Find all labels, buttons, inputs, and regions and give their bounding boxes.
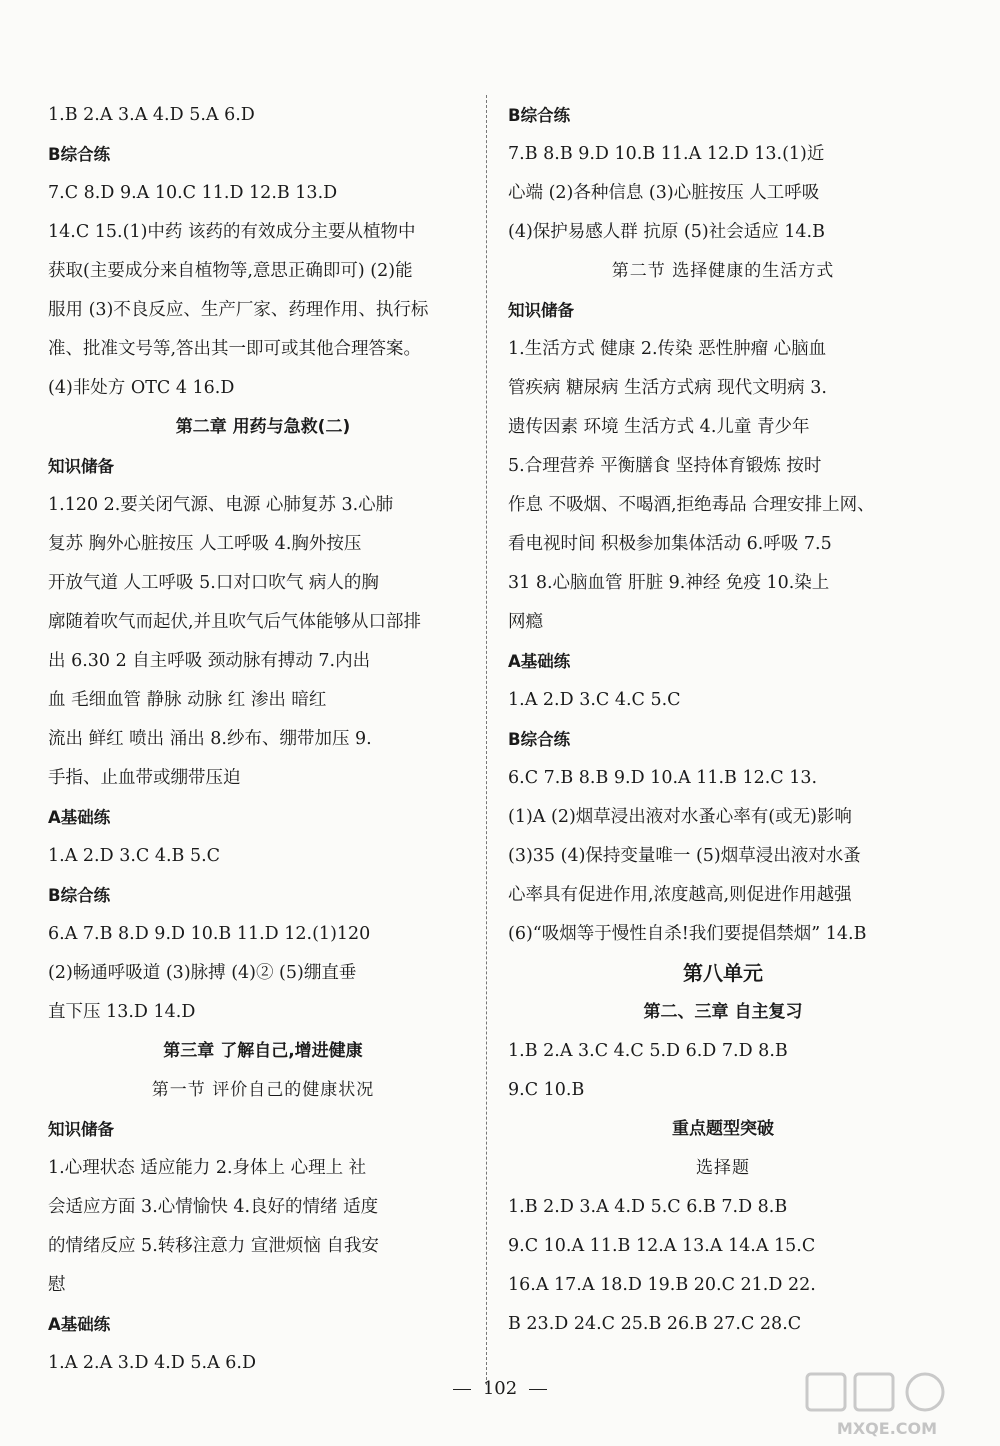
answer-line: 出 6.30 2 自主呼吸 颈动脉有搏动 7.内出 <box>48 651 371 671</box>
answer-line: (3)35 (4)保持变量唯一 (5)烟草浸出液对水蚤 <box>508 846 861 866</box>
section-label: A基础练 <box>508 652 571 671</box>
section-label: B综合练 <box>508 106 571 125</box>
answer-line: 6.A 7.B 8.D 9.D 10.B 11.D 12.(1)120 <box>48 924 371 944</box>
dash-right <box>529 1389 547 1390</box>
answer-line: 开放气道 人工呼吸 5.口对口吹气 病人的胸 <box>48 573 379 593</box>
answer-line: 服用 (3)不良反应、生产厂家、药理作用、执行标 <box>48 300 429 320</box>
answer-line: 作息 不吸烟、不喝酒,拒绝毒品 合理安排上网、 <box>508 495 875 515</box>
column-divider <box>486 95 487 1385</box>
answer-line: 会适应方面 3.心情愉快 4.良好的情绪 适度 <box>48 1197 379 1217</box>
answer-line: 准、批准文号等,答出其一即可或其他合理答案。 <box>48 339 422 359</box>
answer-line: 1.A 2.D 3.C 4.B 5.C <box>48 846 221 866</box>
answer-line: B 23.D 24.C 25.B 26.B 27.C 28.C <box>508 1314 802 1334</box>
answer-line: 1.生活方式 健康 2.传染 恶性肿瘤 心脑血 <box>508 339 827 359</box>
answer-line: 遗传因素 环境 生活方式 4.儿童 青少年 <box>508 417 810 437</box>
right-column <box>508 96 938 1344</box>
answer-line: (4)非处方 OTC 4 16.D <box>48 378 235 398</box>
section-label: B综合练 <box>508 730 571 749</box>
answer-line: (6)“吸烟等于慢性自杀!我们要提倡禁烟” 14.B <box>508 924 867 944</box>
answer-line: 14.C 15.(1)中药 该药的有效成分主要从植物中 <box>48 222 416 242</box>
answer-line: 血 毛细血管 静脉 动脉 红 渗出 暗红 <box>48 690 327 710</box>
section-label: 知识储备 <box>48 1120 114 1139</box>
dash-left <box>453 1389 471 1390</box>
answer-line: 1.B 2.A 3.C 4.C 5.D 6.D 7.D 8.B <box>508 1041 788 1061</box>
answer-line: 心率具有促进作用,浓度越高,则促进作用越强 <box>508 885 852 905</box>
answer-line: 1.120 2.要关闭气源、电源 心肺复苏 3.心肺 <box>48 495 394 515</box>
answer-line: 心端 (2)各种信息 (3)心脏按压 人工呼吸 <box>508 183 820 203</box>
answer-line: 1.A 2.D 3.C 4.C 5.C <box>508 690 681 710</box>
answer-line: 16.A 17.A 18.D 19.B 20.C 21.D 22. <box>508 1275 816 1295</box>
answer-line: 6.C 7.B 8.B 9.D 10.A 11.B 12.C 13. <box>508 768 818 788</box>
section-label: B综合练 <box>48 886 111 905</box>
chapter-title: 第二、三章 自主复习 <box>643 1002 803 1022</box>
answer-line: 复苏 胸外心脏按压 人工呼吸 4.胸外按压 <box>48 534 362 554</box>
answer-line: 9.C 10.B <box>508 1080 585 1100</box>
answer-line: 廓随着吹气而起伏,并且吹气后气体能够从口部排 <box>48 612 422 632</box>
section-label: B综合练 <box>48 145 111 164</box>
left-column <box>48 96 478 1383</box>
answer-line: 1.心理状态 适应能力 2.身体上 心理上 社 <box>48 1158 367 1178</box>
section-label: A基础练 <box>48 1315 111 1334</box>
answer-line: 慰 <box>48 1275 66 1295</box>
answer-line: 7.C 8.D 9.A 10.C 11.D 12.B 13.D <box>48 183 338 203</box>
answer-line: 获取(主要成分来自植物等,意思正确即可) (2)能 <box>48 261 413 281</box>
watermark-url: MXQE.COM <box>836 1419 938 1438</box>
answer-line: 7.B 8.B 9.D 10.B 11.A 12.D 13.(1)近 <box>508 144 825 164</box>
subsection-title: 选择题 <box>696 1158 750 1178</box>
answer-line: 1.A 2.A 3.D 4.D 5.A 6.D <box>48 1353 257 1373</box>
answer-line: 网瘾 <box>508 612 543 632</box>
answer-line: 的情绪反应 5.转移注意力 宣泄烦恼 自我安 <box>48 1236 379 1256</box>
answer-line: 5.合理营养 平衡膳食 坚持体育锻炼 按时 <box>508 456 822 476</box>
watermark-logo <box>799 1368 974 1438</box>
chapter-title: 第二章 用药与急救(二) <box>175 417 351 437</box>
section-label: 知识储备 <box>48 457 114 476</box>
answer-line: 31 8.心脑血管 肝脏 9.神经 免疫 10.染上 <box>508 573 830 593</box>
answer-line: 看电视时间 积极参加集体活动 6.呼吸 7.5 <box>508 534 832 554</box>
answer-line: 1.B 2.A 3.A 4.D 5.A 6.D <box>48 105 255 125</box>
chapter-title: 重点题型突破 <box>672 1119 774 1139</box>
section-label: A基础练 <box>48 808 111 827</box>
answer-line: (2)畅通呼吸道 (3)脉搏 (4)② (5)绷直垂 <box>48 963 357 983</box>
unit-title: 第八单元 <box>683 961 763 985</box>
section-label: 知识储备 <box>508 301 574 320</box>
answer-line: (4)保护易感人群 抗原 (5)社会适应 14.B <box>508 222 825 242</box>
answer-line: 流出 鲜红 喷出 涌出 8.纱布、绷带加压 9. <box>48 729 372 749</box>
answer-line: 手指、止血带或绷带压迫 <box>48 768 241 788</box>
answer-line: 1.B 2.D 3.A 4.D 5.C 6.B 7.D 8.B <box>508 1197 788 1217</box>
subsection-title: 第二节 选择健康的生活方式 <box>611 261 835 281</box>
answer-line: (1)A (2)烟草浸出液对水蚤心率有(或无)影响 <box>508 807 852 827</box>
chapter-title: 第三章 了解自己,增进健康 <box>163 1041 363 1061</box>
subsection-title: 第一节 评价自己的健康状况 <box>151 1080 375 1100</box>
answer-line: 9.C 10.A 11.B 12.A 13.A 14.A 15.C <box>508 1236 816 1256</box>
answer-line: 直下压 13.D 14.D <box>48 1002 196 1022</box>
answer-line: 管疾病 糖尿病 生活方式病 现代文明病 3. <box>508 378 827 398</box>
page-number-value: 102 <box>482 1378 518 1399</box>
